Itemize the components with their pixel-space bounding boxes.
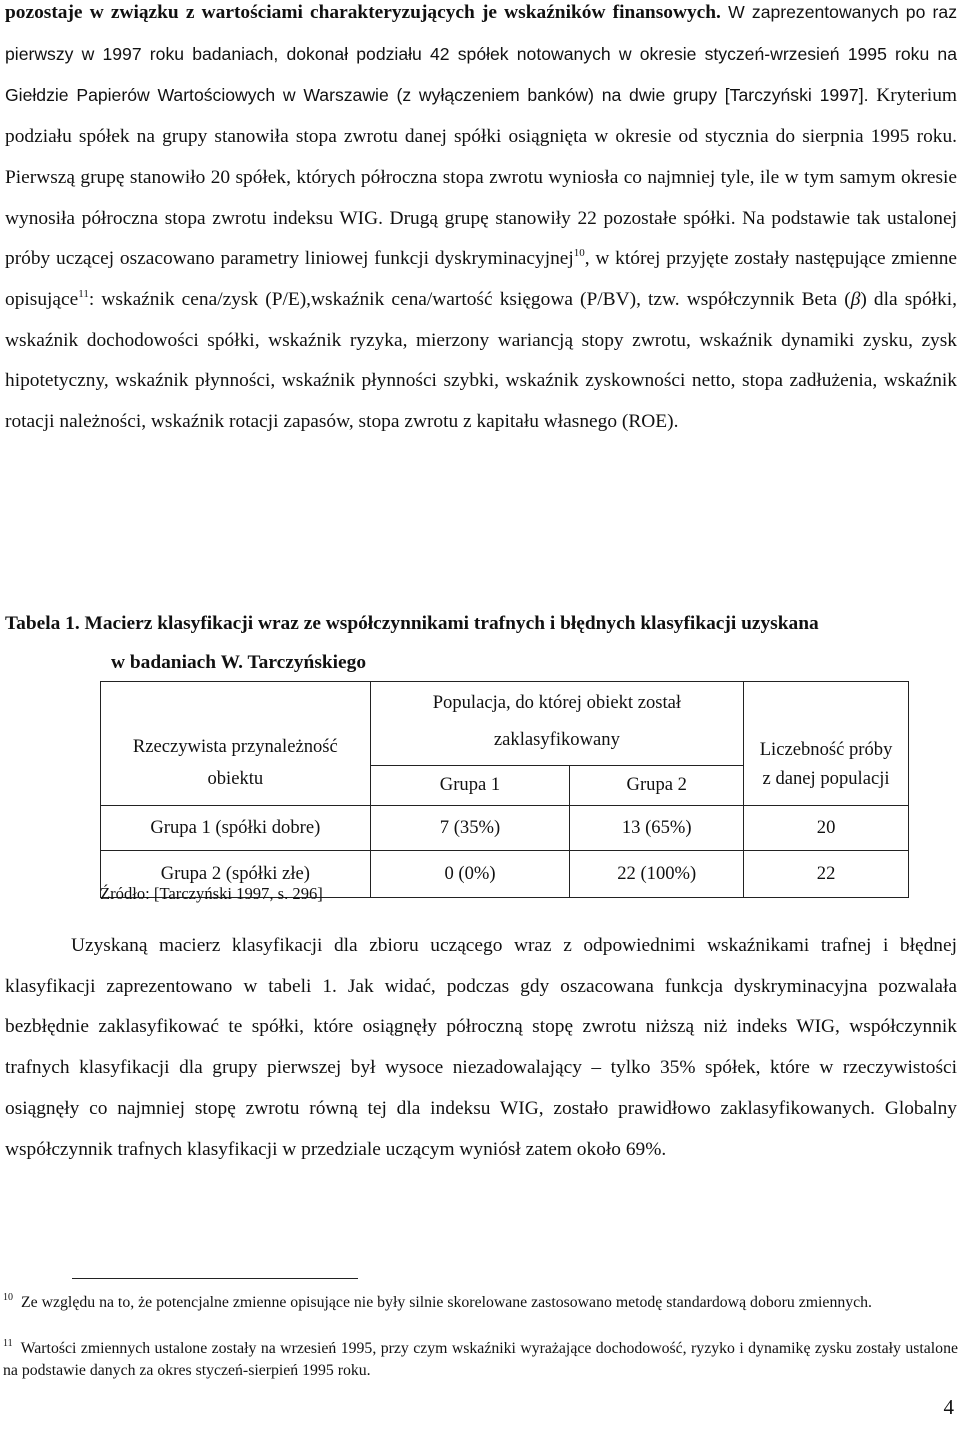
header-group-2: Grupa 2 bbox=[570, 765, 744, 806]
header-from-population: z danej populacji bbox=[744, 765, 909, 806]
table-caption bbox=[5, 604, 959, 682]
footnote-text: Wartości zmiennych ustalone zostały na wrzesień 1995, przy czym wskaźniki wyrażające dochodowość, ryzyko i dynamikę zysku zostały ustalone na podstawie danych za okres styczeń-sierpień 1995 roku. bbox=[3, 1340, 958, 1379]
table-subheader-row bbox=[101, 765, 909, 806]
header-group-1: Grupa 1 bbox=[370, 765, 570, 806]
cell-group-1: 0 (0%) bbox=[370, 851, 570, 898]
paragraph-1-text-a: Kryterium podziału spółek na grupy stanowiła stopa zwrotu danej spółki osiągnięta w okresie od stycznia do sierpnia 1995 roku. Pierwszą grupę stanowiło 20 spółek, których półroczna stopa zwrotu wyniosła co najmniej tyle, ile w tym samym okresie wynosiła półroczna stopa zwrotu indeksu WIG. Drugą grupę stanowiły 22 pozostałe spółki. Na podstawie tak ustalonej próby uczącej oszacowano parametry liniowej funkcji dyskryminacyjnej bbox=[5, 85, 957, 270]
header-sample-size: Liczebność próby bbox=[744, 682, 909, 766]
table-header-row bbox=[101, 682, 909, 766]
footnote-ref-11[interactable]: 11 bbox=[78, 287, 89, 300]
footnote-number: 11 bbox=[3, 1338, 13, 1349]
footnote-text: Ze względu na to, że potencjalne zmienne opisujące nie były silnie skorelowane zastosowano metodę standardową doboru zmiennych. bbox=[21, 1294, 872, 1311]
paragraph-1-bold-start: pozostaje w związku z wartościami charakteryzujących je wskaźników finansowych. bbox=[5, 2, 721, 23]
cell-group-2: 22 (100%) bbox=[570, 851, 744, 898]
row-label: Grupa 2 (spółki złe) bbox=[101, 851, 371, 898]
body-paragraph-1 bbox=[5, 0, 957, 443]
cell-count: 22 bbox=[744, 851, 909, 898]
footnote-10 bbox=[3, 1292, 958, 1314]
footnote-separator bbox=[72, 1278, 358, 1279]
body-paragraph-2: Uzyskaną macierz klasyfikacji dla zbioru uczącego wraz z odpowiednimi wskaźnikami trafnej i błędnej klasyfikacji zaprezentowano w tabeli 1. Jak widać, podczas gdy oszacowana funkcja dyskryminacyjna pozwalała bezbłędnie zaklasyfikować te spółki, które osiągnęły półroczną stopę zwrotu niższą niż indeks WIG, współczynnik trafnych klasyfikacji dla grupy pierwszej był wysoce niezadowalający – tylko 35% spółek, które w rzeczywistości osiągnęły co najmniej stopę zwrotu równą tej dla indeksu WIG, zostało prawidłowo zaklasyfikowanych. Globalny współczynnik trafnych klasyfikacji w przedziale uczącym wyniósł zatem około 69%. bbox=[5, 935, 957, 1160]
row-label: Grupa 1 (spółki dobre) bbox=[101, 806, 371, 851]
header-object: obiektu bbox=[101, 765, 371, 806]
cell-group-1: 7 (35%) bbox=[370, 806, 570, 851]
paragraph-1-text-d: ) dla spółki, wskaźnik dochodowości spółki, wskaźnik ryzyka, mierzony wariancją stopy zwrotu, wskaźnik dynamiki zysku, zysk hipotetyczny, wskaźnik płynności, wskaźnik płynności szybki, wskaźnik zyskowności netto, stopa zadłużenia, wskaźnik rotacji należności, wskaźnik rotacji zapasów, stopa zwrotu z kapitału własnego (ROE). bbox=[5, 288, 957, 433]
classification-matrix-table bbox=[100, 681, 909, 898]
table-row bbox=[101, 806, 909, 851]
paragraph-1-sans-text: W zaprezentowanych po raz pierwszy w 1997 roku badaniach, dokonał podziału 42 spółek notowanych w okresie styczeń-wrzesień 1995 roku na Giełdzie Papierów Wartościowych w Warszawie (z wyłączeniem banków) na dwie grupy [Tarczyński 1997]. bbox=[5, 2, 958, 106]
cell-group-2: 13 (65%) bbox=[570, 806, 744, 851]
table-caption-line-1: Tabela 1. Macierz klasyfikacji wraz ze współczynnikami trafnych i błędnych klasyfikacji uzyskana bbox=[5, 613, 819, 634]
footnote-number: 10 bbox=[3, 1292, 13, 1303]
table-source: Źródło: [Tarczyński 1997, s. 296] bbox=[100, 884, 323, 903]
paragraph-1-text-c: : wskaźnik cena/zysk (P/E),wskaźnik cena/wartość księgowa (P/BV), tzw. współczynnik Beta ( bbox=[88, 288, 851, 310]
footnote-ref-10[interactable]: 10 bbox=[573, 247, 585, 260]
footnote-11 bbox=[3, 1338, 958, 1382]
beta-symbol: β bbox=[850, 288, 861, 310]
paragraph-1-text-b: , w której przyjęte zostały następujące zmienne opisujące bbox=[5, 248, 958, 310]
header-actual-membership: Rzeczywista przynależność bbox=[101, 682, 371, 766]
table-caption-line-2: w badaniach W. Tarczyńskiego bbox=[111, 652, 367, 673]
page-number: 4 bbox=[943, 1395, 954, 1419]
header-population: Populacja, do której obiekt został zaklasyfikowany bbox=[370, 682, 743, 766]
cell-count: 20 bbox=[744, 806, 909, 851]
